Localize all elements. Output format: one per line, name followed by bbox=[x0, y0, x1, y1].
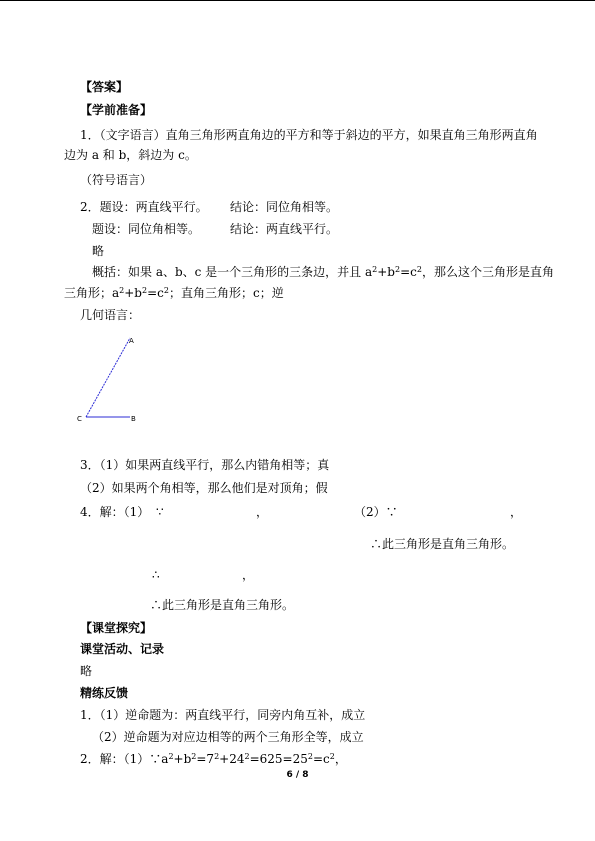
page-number: 6 / 8 bbox=[286, 770, 309, 780]
figure-label-c: C bbox=[77, 415, 82, 423]
q4-conclusion-1: ∴此三角形是直角三角形。 bbox=[370, 537, 515, 551]
q3-part2: （2）如果两个角相等，那么他们是对顶角；假 bbox=[80, 481, 328, 495]
q1-line2: 边为 a 和 b，斜边为 c。 bbox=[64, 148, 197, 162]
q4-start: 4．解：（1） bbox=[80, 505, 150, 519]
prep-header: 【学前准备】 bbox=[80, 103, 153, 117]
top-rule bbox=[0, 0, 595, 1]
q2-line2-premise: 题设：同位角相等。 bbox=[92, 222, 201, 236]
q1-line1: 1．（文字语言）直角三角形两直角边的平方和等于斜边的平方，如果直角三角形两直角 bbox=[80, 128, 538, 142]
q2-line1-premise: 2．题设：两直线平行。 bbox=[80, 200, 208, 214]
q4-comma-1: ， bbox=[256, 505, 269, 519]
figure-label-a: A bbox=[129, 337, 134, 345]
practice-1-part1: 1．（1）逆命题为：两直线平行，同旁内角互补，成立 bbox=[80, 708, 366, 722]
summary-line2: 三角形；$a^2+b^2=c^2$；直角三角形；c；逆 bbox=[64, 286, 284, 300]
angle-figure bbox=[74, 330, 144, 430]
figure-label-b: B bbox=[131, 415, 136, 423]
q3-part1: 3．（1）如果两直线平行，那么内错角相等；真 bbox=[80, 458, 330, 472]
q2-brief: 略 bbox=[92, 244, 105, 258]
q4-part2: （2）∵ bbox=[354, 505, 398, 519]
q2-line1-conclusion: 结论：同位角相等。 bbox=[230, 200, 339, 214]
q4-because-symbol: ∵ bbox=[156, 505, 164, 519]
q4-comma-2: ， bbox=[510, 505, 523, 519]
explore-header: 【课堂探究】 bbox=[80, 621, 153, 635]
figure-side-ca bbox=[86, 338, 130, 417]
practice-1-part2: （2）逆命题为对应边相等的两个三角形全等，成立 bbox=[92, 730, 364, 744]
answer-header: 【答案】 bbox=[80, 80, 129, 94]
activity-brief: 略 bbox=[80, 664, 93, 678]
q1-symbolic: （符号语言） bbox=[80, 173, 153, 187]
summary-line1: 概括：如果 a、b、c 是一个三角形的三条边，并且 $a^2+b^2=c^2$，那么这个三角形是直角 bbox=[92, 265, 554, 279]
q4-conclusion-2: ∴此三角形是直角三角形。 bbox=[150, 598, 295, 612]
geo-language-label: 几何语言： bbox=[80, 308, 141, 322]
activity-heading: 课堂活动、记录 bbox=[80, 642, 165, 656]
q4-comma-3: ， bbox=[242, 568, 255, 582]
q4-therefore-symbol: ∴ bbox=[152, 568, 160, 582]
q2-line2-conclusion: 结论：两直线平行。 bbox=[230, 222, 339, 236]
practice-heading: 精练反馈 bbox=[80, 686, 129, 700]
practice-2-start: 2．解：$(1)\because a^2+b^2=7^2+24^2=625=25^2=c^2$， bbox=[80, 752, 347, 766]
